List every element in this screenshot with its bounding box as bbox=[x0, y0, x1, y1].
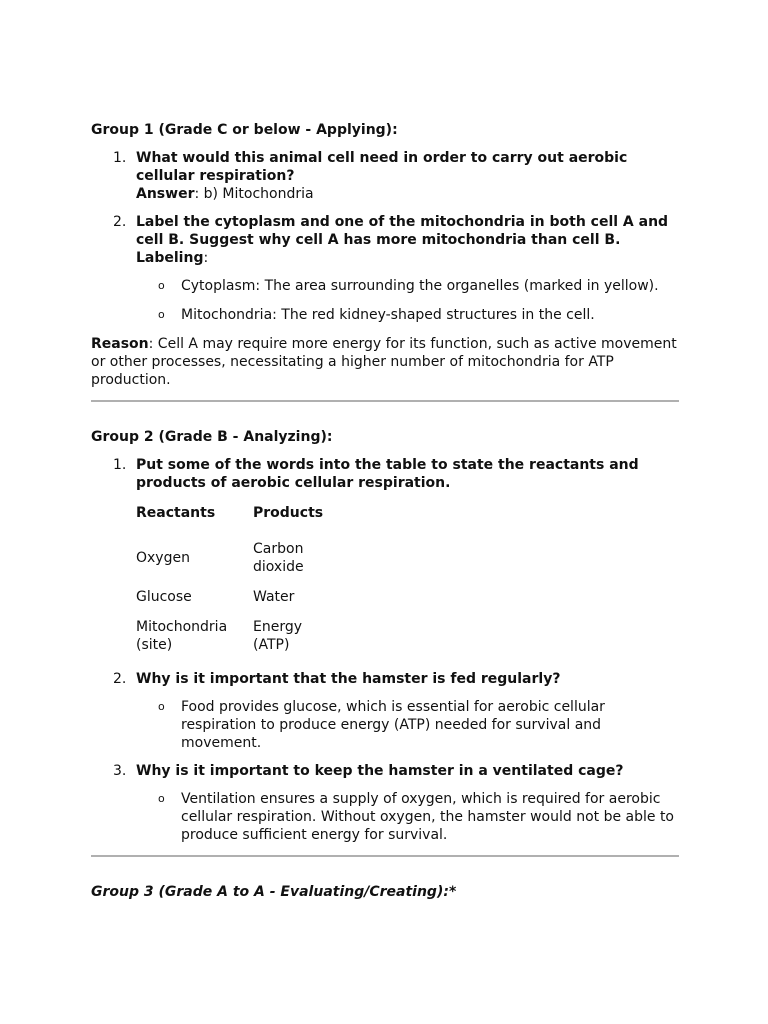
answer-text: : b) Mitochondria bbox=[194, 186, 314, 202]
question-text: Why is it important that the hamster is fed regularly? bbox=[136, 671, 561, 687]
question-item bbox=[91, 762, 681, 844]
table-header-products: Products bbox=[253, 505, 324, 521]
bullet-text: Ventilation ensures a supply of oxygen, which is required for aerobic cellular respiration. Without oxygen, the hamster would not be able to produce sufficient energy for survival. bbox=[181, 791, 675, 843]
list-item bbox=[136, 698, 681, 752]
answer-bullet-list bbox=[136, 698, 681, 752]
reactants-products-table bbox=[136, 504, 333, 660]
table-row bbox=[136, 582, 333, 612]
group-1-bullet-list bbox=[136, 277, 681, 324]
question-number: 2. bbox=[113, 214, 127, 230]
table-cell: Glucose bbox=[136, 589, 192, 605]
bullet-icon: o bbox=[158, 279, 165, 292]
bullet-icon: o bbox=[158, 700, 165, 713]
question-item bbox=[91, 149, 681, 203]
labeling-label: Labeling bbox=[136, 250, 204, 266]
question-item bbox=[91, 670, 681, 752]
bullet-text: Food provides glucose, which is essential for aerobic cellular respiration to produce energy (ATP) needed for survival and movement. bbox=[181, 699, 605, 751]
table-cell: Carbon dioxide bbox=[253, 541, 304, 575]
bullet-icon: o bbox=[158, 308, 165, 321]
list-item bbox=[136, 790, 681, 844]
table-cell: Water bbox=[253, 589, 295, 605]
document-page bbox=[91, 121, 681, 901]
answer-bullet-list bbox=[136, 790, 681, 844]
answer-label: Answer bbox=[136, 186, 195, 202]
bullet-text: Mitochondria: The red kidney-shaped structures in the cell. bbox=[181, 307, 595, 323]
section-divider bbox=[91, 400, 679, 402]
bullet-icon: o bbox=[158, 792, 165, 805]
reason-paragraph bbox=[91, 335, 681, 389]
question-number: 1. bbox=[113, 150, 127, 166]
labeling-line bbox=[136, 249, 681, 267]
bullet-text: Cytoplasm: The area surrounding the organelles (marked in yellow). bbox=[181, 278, 659, 294]
question-item bbox=[91, 213, 681, 267]
table-header-row bbox=[136, 504, 333, 534]
answer-line bbox=[136, 185, 681, 203]
group-3-title: Group 3 (Grade A to A - Evaluating/Creating):* bbox=[91, 884, 457, 900]
reason-text: : Cell A may require more energy for its function, such as active movement or other processes, necessitating a higher number of mitochondria for ATP production. bbox=[91, 336, 677, 388]
question-number: 1. bbox=[113, 457, 127, 473]
section-divider bbox=[91, 855, 679, 857]
group-1-question-list bbox=[91, 149, 681, 267]
question-text: Why is it important to keep the hamster in a ventilated cage? bbox=[136, 763, 624, 779]
table-row bbox=[136, 534, 333, 582]
table-cell: Energy (ATP) bbox=[253, 619, 303, 653]
reason-label: Reason bbox=[91, 336, 149, 352]
group-1-title: Group 1 (Grade C or below - Applying): bbox=[91, 122, 398, 138]
question-text: Label the cytoplasm and one of the mitochondria in both cell A and cell B. Suggest why cell A has more mitochondria than cell B. bbox=[136, 214, 669, 248]
labeling-colon: : bbox=[203, 250, 209, 266]
table-header-reactants: Reactants bbox=[136, 505, 216, 521]
table-cell: Mitochondria (site) bbox=[136, 619, 228, 653]
question-number: 3. bbox=[113, 763, 127, 779]
table-row bbox=[136, 612, 333, 660]
table-cell: Oxygen bbox=[136, 550, 190, 566]
question-number: 2. bbox=[113, 671, 127, 687]
question-item bbox=[91, 456, 681, 660]
list-item bbox=[136, 277, 681, 295]
group-2-title: Group 2 (Grade B - Analyzing): bbox=[91, 429, 333, 445]
group-2-question-list bbox=[91, 456, 681, 844]
list-item bbox=[136, 306, 681, 324]
question-text: Put some of the words into the table to state the reactants and products of aerobic cellular respiration. bbox=[136, 457, 639, 491]
question-text: What would this animal cell need in order to carry out aerobic cellular respiration? bbox=[136, 150, 628, 184]
